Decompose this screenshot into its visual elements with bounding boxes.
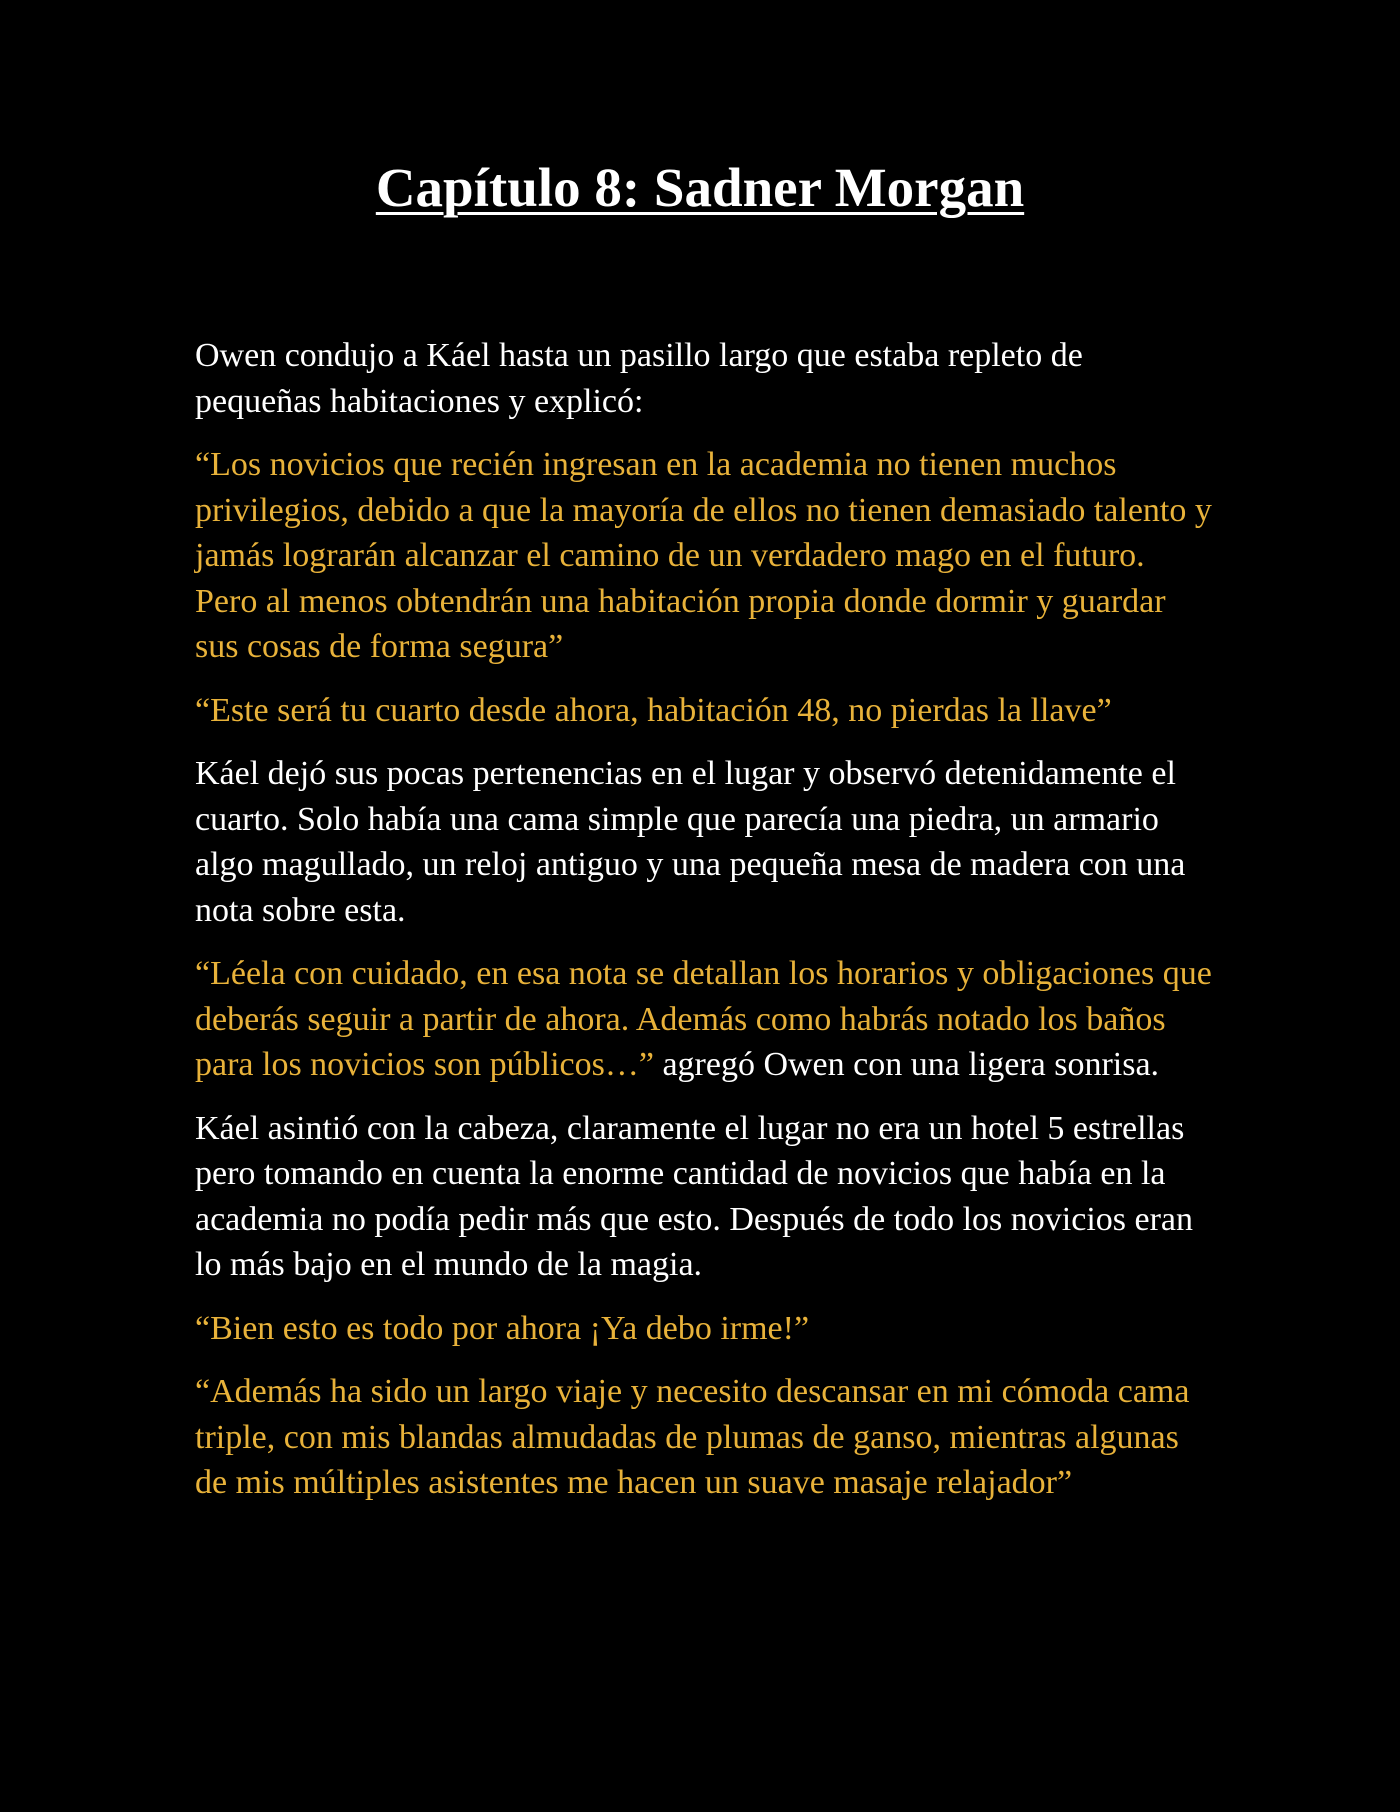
chapter-title: Capítulo 8: Sadner Morgan <box>375 157 1025 218</box>
paragraph-narration: Káel asintió con la cabeza, claramente el lugar no era un hotel 5 estrellas pero tomando en cuenta la enorme cantidad de novicios que había en la academia no podía pedir más que esto. Después de todo los novicios eran lo más bajo en el mundo de la magia. <box>195 1109 1194 1283</box>
paragraph-dialogue: “Este será tu cuarto desde ahora, habitación 48, no pierdas la llave” <box>195 691 1112 729</box>
chapter-body <box>195 333 1215 1524</box>
paragraph-narration: Káel dejó sus pocas pertenencias en el lugar y observó detenidamente el cuarto. Solo había una cama simple que parecía una piedra, un armario algo magullado, un reloj antiguo y una pequeña mesa de madera con una nota sobre esta. <box>195 755 1186 929</box>
paragraph-mixed <box>195 951 1215 1088</box>
dialogue-span: “Léela con cuidado, en esa nota se detallan los horarios y obligaciones que deberás seguir a partir de ahora. Además como habrás notado los baños para los novicios son públicos…” <box>195 955 1212 1083</box>
paragraph-dialogue: “Bien esto es todo por ahora ¡Ya debo irme!” <box>195 1309 810 1347</box>
paragraph-dialogue: “Además ha sido un largo viaje y necesito descansar en mi cómoda cama triple, con mis blandas almudadas de plumas de ganso, mientras algunas de mis múltiples asistentes me hacen un suave masaje relajador” <box>195 1373 1190 1501</box>
narration-span: agregó Owen con una ligera sonrisa. <box>653 1046 1160 1083</box>
paragraph-dialogue: “Los novicios que recién ingresan en la academia no tienen muchos privilegios, debido a que la mayoría de ellos no tienen demasiado talento y jamás lograrán alcanzar el camino de un verdadero mago en el futuro. Pero al menos obtendrán una habitación propia donde dormir y guardar sus cosas de forma segura” <box>195 446 1212 665</box>
paragraph-narration: Owen condujo a Káel hasta un pasillo largo que estaba repleto de pequeñas habitaciones y explicó: <box>195 337 1083 420</box>
